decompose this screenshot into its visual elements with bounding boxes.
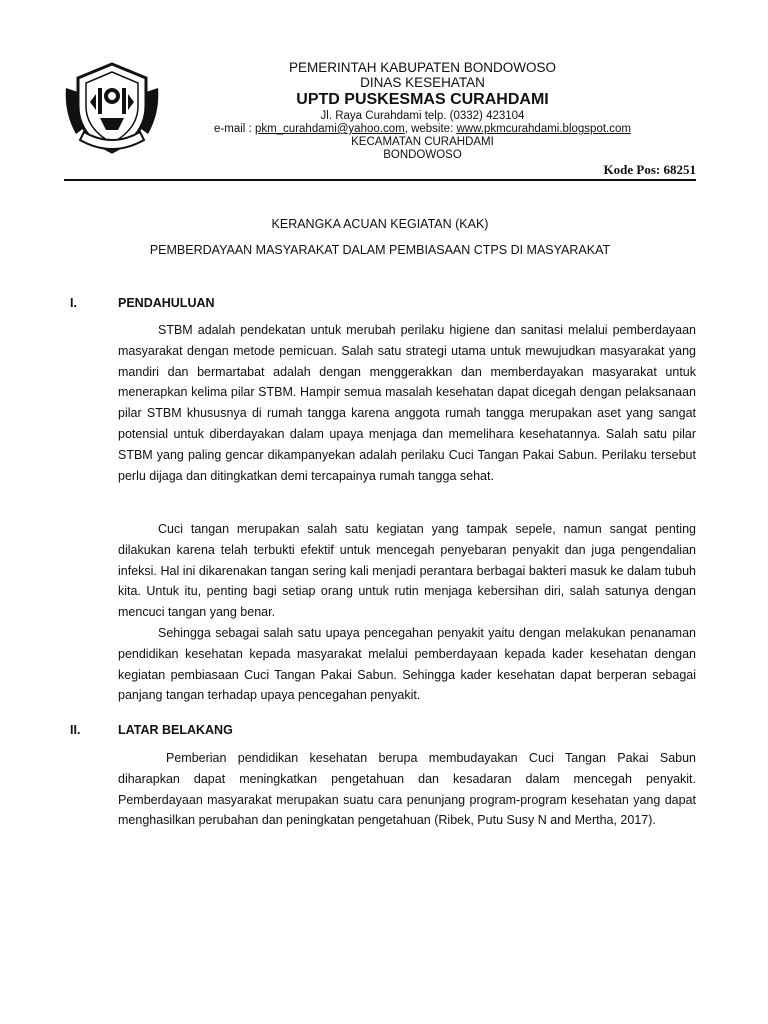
letterhead-kabupaten: BONDOWOSO [383, 149, 462, 161]
section-number-1: I. [70, 296, 77, 310]
paragraph: STBM adalah pendekatan untuk merubah perilaku higiene dan sanitasi melalui pemberdayaan masyarakat dengan metode pemicuan. Salah satu strategi utama untuk mewujudkan masyarakat yang mandiri dan bermartabat adalah dengan menggerakkan dan memberdayakan masyarakat untuk menerapkan kelima pilar STBM. Hampir semua masalah kesehatan dapat dicegah dengan pelaksanaan pilar STBM khususnya di rumah tangga karena anggota rumah tangga merupakan aset yang sangat potensial untuk diberdayakan dalam upaya menjaga dan memelihara kesehatannya. Salah satu pilar STBM yang paling gencar dikampanyekan adalah perilaku Cuci Tangan Pakai Sabun. Perilaku tersebut perlu dijaga dan ditingkatkan demi tercapainya rumah tangga sehat. [118, 323, 696, 483]
section-number-2: II. [70, 723, 81, 737]
letterhead-department: DINAS KESEHATAN [360, 75, 485, 90]
letterhead-institution: UPTD PUSKESMAS CURAHDAMI [296, 91, 549, 108]
letterhead-contact [175, 123, 670, 136]
website-link[interactable]: www.pkmcurahdami.blogspot.com [456, 123, 631, 135]
paragraph: Cuci tangan merupakan salah satu kegiatan yang tampak sepele, namun sangat penting dilakukan karena telah terbukti efektif untuk mencegah penyebaran penyakit dan juga pengendalian infeksi. Hal ini dikarenakan tangan sering kali menjadi perantara berbagai bakteri masuk ke dalam tubuh kita. Untuk itu, penting bagi setiap orang untuk rutin menjaga kebersihan diri, salah satunya dengan mencuci tangan yang benar. [118, 522, 696, 620]
email-link[interactable]: pkm_curahdami@yahoo.com [254, 123, 405, 135]
letterhead-address: Jl. Raya Curahdami telp. (0332) 423104 [320, 110, 525, 122]
document-title: KERANGKA ACUAN KEGIATAN (KAK) [271, 217, 489, 231]
website-prefix: , website: [404, 123, 457, 135]
bondowoso-emblem-logo [62, 58, 162, 158]
paragraph: Sehingga sebagai salah satu upaya pencegahan penyakit yaitu dengan melakukan penanaman pendidikan kesehatan kepada masyarakat melalui pemberdayaan kepada kader kesehatan dengan kegiatan pembiasaan Cuci Tangan Pakai Sabun. Sehingga kader kesehatan dapat berperan sebagai panjang tangan terhadap upaya pencegahan penyakit. [118, 626, 696, 703]
letterhead-divider [64, 179, 696, 181]
letterhead-government: PEMERINTAH KABUPATEN BONDOWOSO [288, 60, 557, 75]
section-heading-latar-belakang: LATAR BELAKANG [118, 723, 233, 737]
section-heading-pendahuluan: PENDAHULUAN [118, 296, 215, 310]
paragraph: Pemberian pendidikan kesehatan berupa membudayakan Cuci Tangan Pakai Sabun diharapkan dapat meningkatkan pengetahuan dan kesadaran dalam mencegah penyakit. Pemberdayaan masyarakat merupakan suatu cara penunjang program-program kesehatan yang dapat menghasilkan perubahan dan peningkatan pengetahuan (Ribek, Putu Susy N and Mertha, 2017). [118, 751, 696, 828]
postal-code: Kode Pos: 68251 [603, 162, 696, 177]
letterhead-kecamatan: KECAMATAN CURAHDAMI [351, 136, 494, 148]
email-prefix: e-mail : [214, 123, 255, 135]
document-subtitle: PEMBERDAYAAN MASYARAKAT DALAM PEMBIASAAN CTPS DI MASYARAKAT [149, 243, 611, 257]
